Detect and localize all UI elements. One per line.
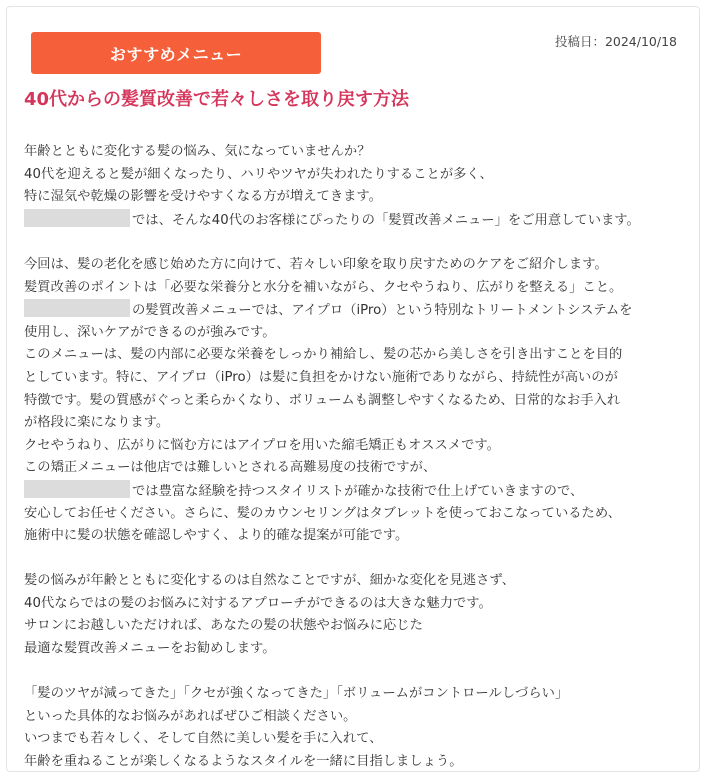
body-line-text: サロンにお越しいただければ、あなたの髪の状態やお悩みに応じた	[24, 618, 423, 634]
body-line	[24, 322, 688, 345]
body-line-text: 施術中に髪の状態を確認しやすく、より的確な提案が可能です。	[24, 528, 409, 544]
body-line-text: 年齢を重ねることが楽しくなるようなスタイルを一緒に目指しましょう。	[24, 754, 463, 770]
body-line	[24, 480, 688, 503]
body-line	[24, 706, 688, 729]
body-line-text: クセやうねり、広がりに悩む方にはアイプロを用いた縮毛矯正もオススメです。	[24, 437, 500, 453]
body-line	[24, 209, 688, 232]
body-line	[24, 435, 688, 458]
body-line-text: 「髪のツヤが減ってきた」「クセが強くなってきた」「ボリュームがコントロールしづらい」	[24, 686, 569, 702]
body-line-text: が格段に楽になります。	[24, 415, 170, 431]
body-line	[24, 615, 688, 638]
body-line-text: 髪の悩みが年齢とともに変化するのは自然なことですが、細かな変化を見逃さず、	[24, 573, 515, 589]
body-line-text: 使用し、深いケアができるのが強みです。	[24, 324, 276, 340]
redacted-salon-name	[24, 209, 130, 227]
body-line-text: としています。特に、アイプロ（iPro）は髪に負担をかけない施術でありながら、持続性が高いのが	[24, 369, 618, 385]
body-line	[24, 593, 688, 616]
paragraph-gap	[24, 661, 688, 684]
paragraph-gap	[24, 548, 688, 571]
body-line-text: このメニューは、髪の内部に必要な栄養をしっかり補給し、髪の芯から美しさを引き出すことを目的	[24, 347, 623, 363]
body-line	[24, 367, 688, 390]
body-line-text: 40代を迎えると髪が細くなったり、ハリやツヤが失われたりすることが多く、	[24, 166, 493, 182]
body-line-text: いつまでも若々しく、そして自然に美しい髪を手に入れて、	[24, 731, 383, 747]
redacted-salon-name	[24, 299, 130, 317]
body-line	[24, 299, 688, 322]
body-line	[24, 457, 688, 480]
body-line-text: 最適な髪質改善メニューをお勧めします。	[24, 641, 276, 657]
body-line	[24, 164, 688, 187]
body-line	[24, 728, 688, 751]
body-line-text: の髪質改善メニューでは、アイプロ（iPro）という特別なトリートメントシステムを	[132, 303, 633, 319]
body-line-text: 髪質改善のポイントは「必要な栄養分と水分を補いながら、クセやうねり、広がりを整える」こと。	[24, 279, 623, 295]
body-line	[24, 277, 688, 300]
article-title: 40代からの髪質改善で若々しさを取り戻す方法	[24, 89, 410, 110]
body-line-text: 40代ならではの髪のお悩みに対するアプローチができるのは大きな魅力です。	[24, 595, 492, 611]
body-line-text: といった具体的なお悩みがあればぜひご相談ください。	[24, 708, 357, 724]
body-line-text: この矯正メニューは他店では難しいとされる高難易度の技術ですが、	[24, 460, 437, 476]
body-line	[24, 254, 688, 277]
body-line	[24, 344, 688, 367]
paragraph-gap	[24, 231, 688, 254]
body-line	[24, 683, 688, 706]
body-line-text: では豊富な経験を持つスタイリストが確かな技術で仕上げていきますので、	[132, 483, 584, 499]
body-line-text: では、そんな40代のお客様にぴったりの「髪質改善メニュー」をご用意しています。	[132, 212, 640, 228]
body-line	[24, 570, 688, 593]
body-line	[24, 390, 688, 413]
body-line	[24, 525, 688, 548]
body-line-text: 安心してお任せください。さらに、髪のカウンセリングはタブレットを使っておこなっているため、	[24, 505, 621, 521]
body-line	[24, 186, 688, 209]
body-line-text: 特に湿気や乾燥の影響を受けやすくなる方が増えてきます。	[24, 189, 382, 205]
body-line	[24, 141, 688, 164]
body-line	[24, 638, 688, 661]
redacted-salon-name	[24, 480, 130, 498]
recommended-menu-badge[interactable]: おすすめメニュー	[31, 32, 321, 74]
body-line-text: 特徴です。髪の質感がぐっと柔らかくなり、ボリュームも調整しやすくなるため、日常的なお手入れ	[24, 392, 621, 408]
body-line	[24, 503, 688, 526]
post-date: 投稿日：2024/10/18	[554, 34, 677, 49]
body-line-text: 今回は、髪の老化を感じ始めた方に向けて、若々しい印象を取り戻すためのケアをご紹介します。	[24, 256, 608, 272]
body-line	[24, 412, 688, 435]
body-line	[24, 751, 688, 774]
article-body	[24, 141, 688, 774]
body-line-text: 年齢とともに変化する髪の悩み、気になっていませんか？	[24, 144, 371, 159]
